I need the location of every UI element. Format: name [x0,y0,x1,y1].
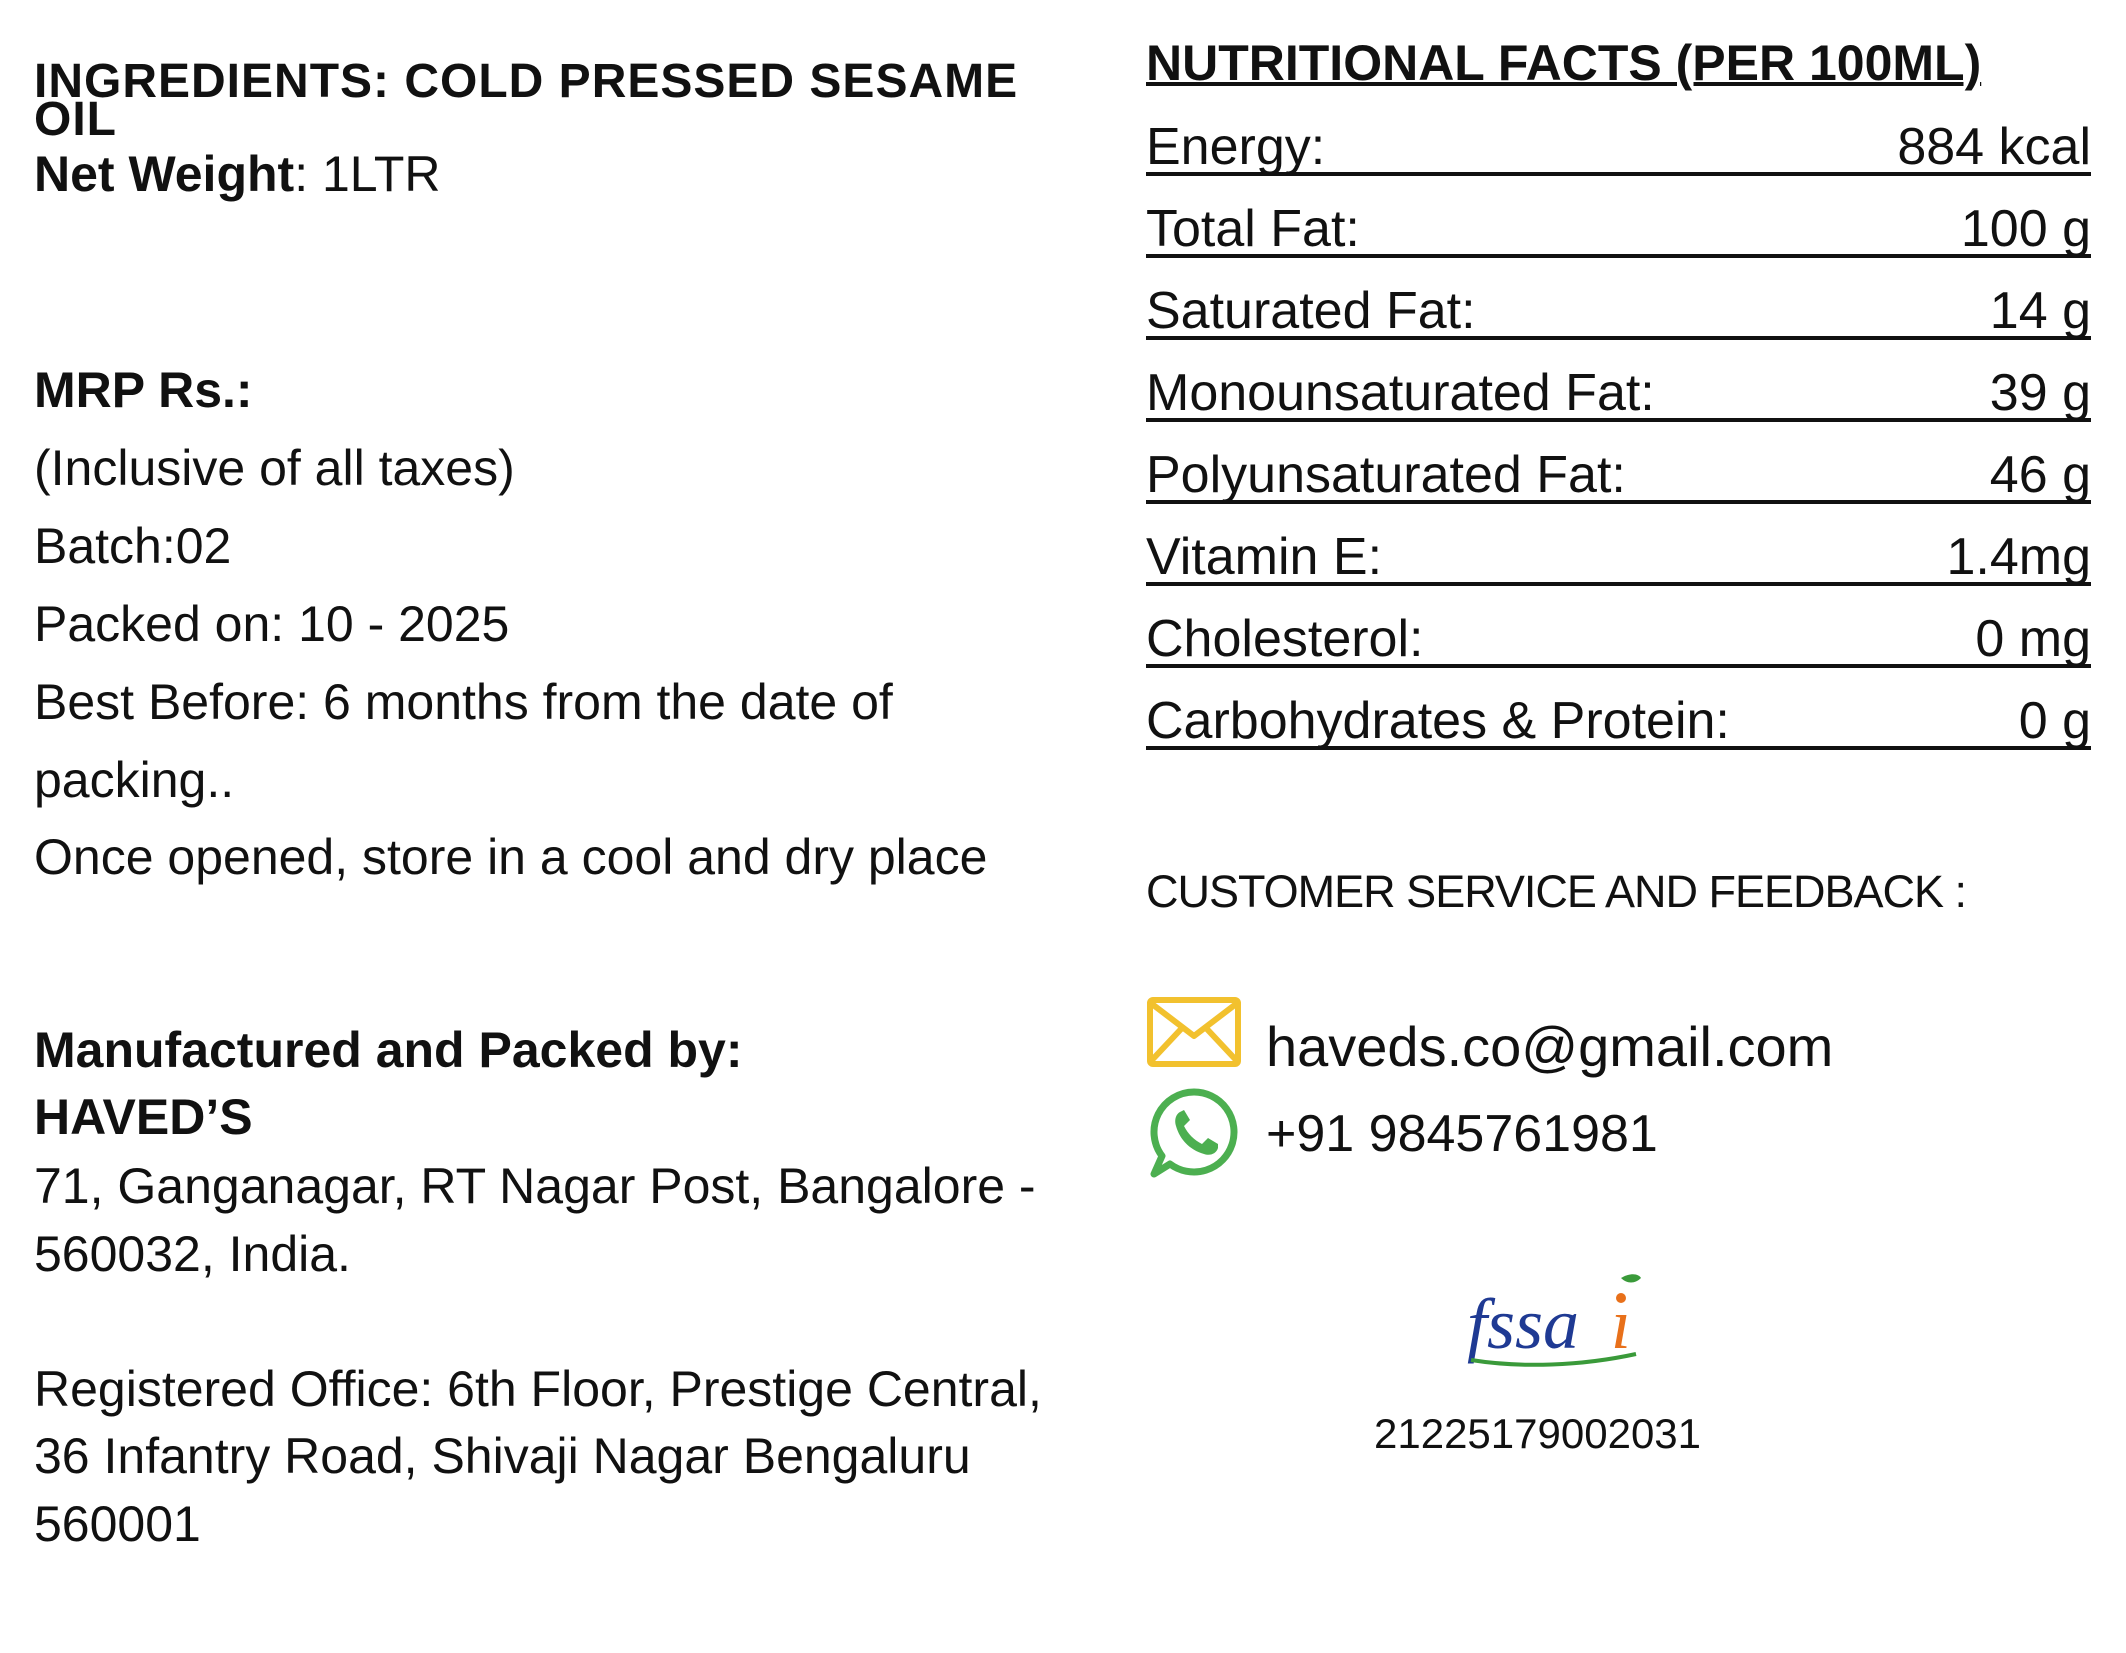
address-line-2: 560032, India. [34,1226,351,1282]
nutrition-row [1146,602,2091,668]
nutrition-value: 46 g [1989,446,2091,504]
whatsapp-icon [1146,1086,1242,1182]
fssai-license-number: 21225179002031 [1374,1410,1702,1457]
nutrition-row [1146,684,2091,750]
email-icon [1146,996,1242,1068]
nutrition-row [1146,274,2091,340]
nutrition-value: 100 g [1960,200,2091,258]
svg-text:ı: ı [1611,1284,1632,1364]
net-weight [34,144,441,204]
nutrition-value: 0 g [2018,692,2091,750]
mrp-label: MRP Rs.: [34,362,253,418]
registered-office-line-1: Registered Office: 6th Floor, Prestige Central, [34,1361,1042,1417]
nutrition-value: 0 mg [1975,610,2091,668]
registered-office-line-3: 560001 [34,1496,201,1552]
net-weight-label: Net Weight [34,146,295,202]
net-weight-value: : 1LTR [294,146,441,202]
best-before-line-2: packing.. [34,752,235,808]
nutrition-value: 39 g [1989,364,2091,422]
nutrition-label: Polyunsaturated Fat: [1146,446,1626,504]
ingredients-line-2: OIL [34,93,117,146]
nutrition-value: 14 g [1989,282,2091,340]
registered-office-line-2: 36 Infantry Road, Shivaji Nagar Bengaluru [34,1428,971,1484]
best-before-line-1: Best Before: 6 months from the date of [34,674,893,730]
nutrition-row [1146,356,2091,422]
nutrition-row [1146,438,2091,504]
address-line-1: 71, Ganganagar, RT Nagar Post, Bangalore - [34,1158,1036,1214]
fssai-logo [1461,1270,1661,1380]
batch: Batch:02 [34,518,232,574]
nutrition-label: Cholesterol: [1146,610,1424,668]
manufacturer-name: HAVED’S [34,1089,253,1145]
nutrition-row [1146,110,2091,176]
inclusive-taxes: (Inclusive of all taxes) [34,440,515,496]
svg-text:fssa: fssa [1467,1284,1580,1364]
nutrition-value: 884 kcal [1897,118,2091,176]
nutrition-row [1146,520,2091,586]
ingredients-line-1: INGREDIENTS: COLD PRESSED SESAME [34,55,1019,108]
nutrition-label: Total Fat: [1146,200,1360,258]
packed-on: Packed on: 10 - 2025 [34,596,510,652]
nutrition-label: Monounsaturated Fat: [1146,364,1655,422]
phone-number[interactable]: +91 9845761981 [1266,1105,1658,1163]
nutrition-title: NUTRITIONAL FACTS (PER 100ML) [1146,35,1982,91]
nutrition-label: Energy: [1146,118,1326,176]
nutrition-value: 1.4mg [1946,528,2091,586]
nutrition-label: Carbohydrates & Protein: [1146,692,1730,750]
manufacturer-label: Manufactured and Packed by: [34,1022,743,1078]
email-address[interactable]: haveds.co@gmail.com [1266,1015,1834,1078]
nutrition-label: Saturated Fat: [1146,282,1476,340]
customer-service-heading: CUSTOMER SERVICE AND FEEDBACK : [1146,866,1967,917]
nutrition-row [1146,192,2091,258]
storage-instructions: Once opened, store in a cool and dry place [34,829,988,885]
nutrition-label: Vitamin E: [1146,528,1383,586]
